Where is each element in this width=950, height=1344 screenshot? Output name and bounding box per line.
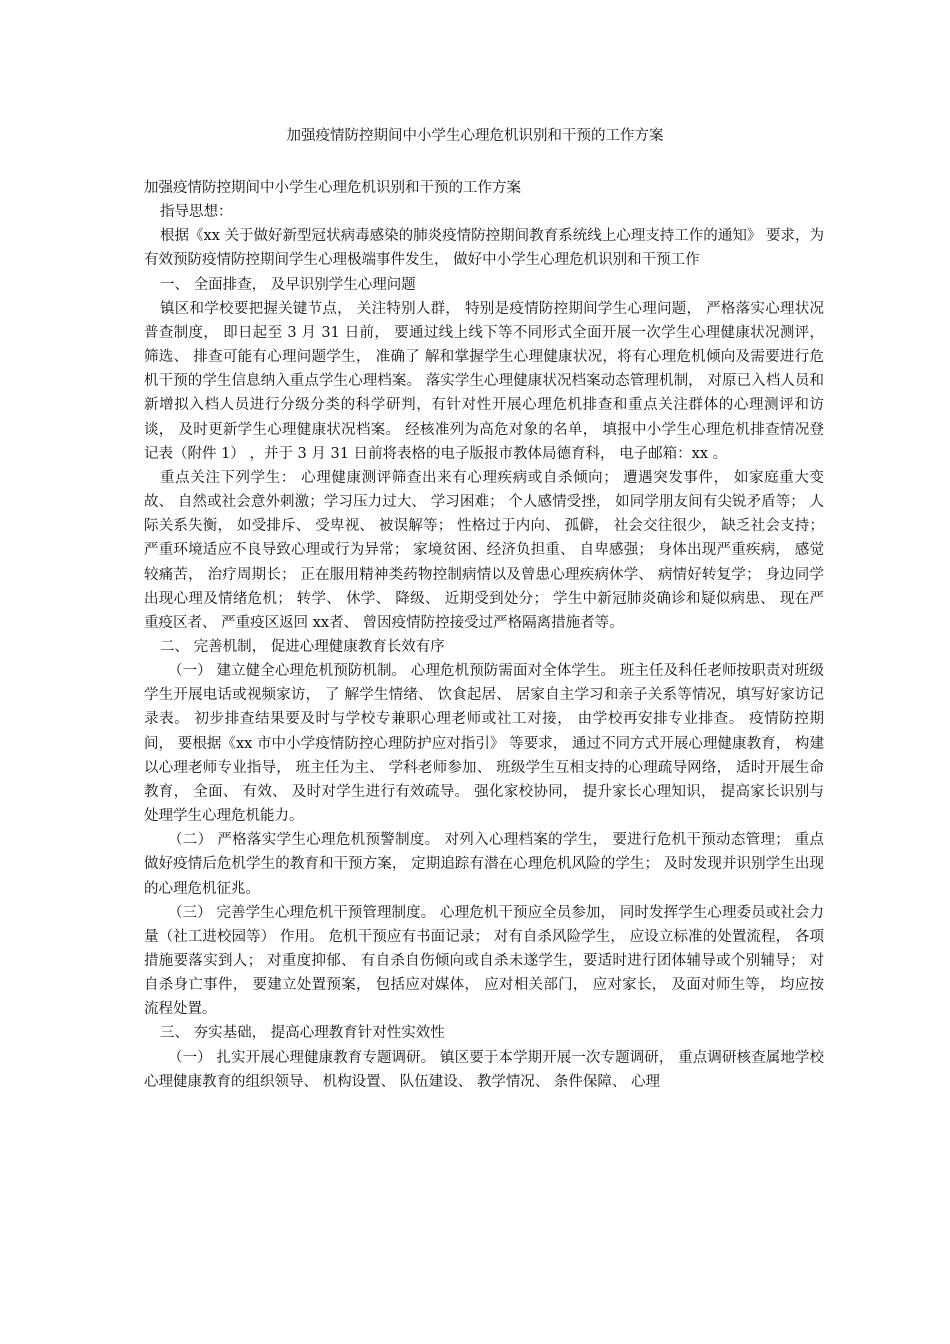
paragraph-basis: 根据《xx 关于做好新型冠状病毒感染的肺炎疫情防控期间教育系统线上心理支持工作的通知》 要求，为有效预防疫情防控期间学生心理极端事件发生， 做好中小学生心理危机识别和干预工作 [144, 228, 824, 269]
paragraph-warning-system: （二） 严格落实学生心理危机预警制度。 对列入心理档案的学生， 要进行危机干预动态管理； 重点做好疫情后危机学生的教育和干预方案， 定期追踪有潜在心理危机风险的学生； 及时发现并识别学生出现的心理危机征兆。 [144, 832, 824, 897]
section-label-guiding-ideology: 指导思想： [160, 204, 233, 221]
paragraph-survey: （一） 扎实开展心理健康教育专题调研。 镇区要于本学期开展一次专题调研， 重点调研核查属地学校心理健康教育的组织领导、 机构设置、 队伍建设、 教学情况、 条件保障、 心理 [144, 1049, 824, 1090]
body-heading: 加强疫情防控期间中小学生心理危机识别和干预的工作方案 [144, 180, 521, 196]
section-heading-2: 二、 完善机制， 促进心理健康教育长效有序 [160, 638, 445, 655]
paragraph-screening: 镇区和学校要把握关键节点， 关注特别人群， 特别是疫情防控期间学生心理问题， 严格落实心理状况普查制度， 即日起至 3 月 31 日前， 要通过线上线下等不同形式全面开展一次学生心理健康状况测评， 筛选、 排查可能有心理问题学生， 准确了 解和掌握学生心理健康状况，将有心理危机倾向及需要进行危机干预的学生信息纳入重点学生心理档案。 落实学生心理健康状况档案动态管理机制， 对原已入档人员和新增拟入档人员进行分级分类的科学研判，有针对性开展心理危机排查和重点关注群体的心理测评和访谈， 及时更新学生心理健康状况档案。 经核准列为高危对象的名单， 填报中小学生心理危机排查情况登记表（附件 1） ，并于 3 月 31 日前将表格的电子版报市教体局德育科， 电子邮箱：xx 。 [144, 300, 824, 462]
paragraph-intervention-management: （三） 完善学生心理危机干预管理制度。 心理危机干预应全员参加， 同时发挥学生心理委员或社会力量（社工进校园等） 作用。 危机干预应有书面记录； 对有自杀风险学生， 应设立标准的处置流程， 各项措施要落实到人； 对重度抑郁、 有自杀自伤倾向或自杀未遂学生，要适时进行团体辅导或个别辅导； 对自杀身亡事件， 要建立处置预案， 包括应对媒体， 应对相关部门， 应对家长， 及面对师生等， 均应按流程处置。 [144, 904, 824, 1018]
section-heading-1: 一、 全面排查， 及早识别学生心理问题 [160, 276, 416, 293]
paragraph-prevention-mechanism: （一） 建立健全心理危机预防机制。 心理危机预防需面对全体学生。 班主任及科任老师按职责对班级学生开展电话或视频家访， 了 解学生情绪、 饮食起居、 居家自主学习和亲子关系等情况，填写好家访记录表。 初步排查结果要及时与学校专兼职心理老师或社工对接， 由学校再安排专业排查。 疫情防控期间， 要根据《xx 市中小学疫情防控心理防护应对指引》 等要求， 通过不同方式开展心理健康教育， 构建以心理老师专业指导， 班主任为主、 学科老师参加、 班级学生互相支持的心理疏导网络， 适时开展生命教育， 全面、 有效、 及时对学生进行有效疏导。 强化家校协同， 提升家长心理知识， 提高家长识别与处理学生心理危机能力。 [144, 663, 824, 825]
section-heading-3: 三、 夯实基础， 提高心理教育针对性实效性 [160, 1025, 445, 1042]
paragraph-key-students: 重点关注下列学生： 心理健康测评筛查出来有心理疾病或自杀倾向； 遭遇突发事件， 如家庭重大变故、 自然或社会意外刺激；学习压力过大、 学习困难； 个人感情受挫， 如同学朋友间有尖锐矛盾等； 人际关系失衡， 如受排斥、 受卑视、 被误解等； 性格过于内向、 孤僻， 社会交往很少， 缺乏社会支持； 严重环境适应不良导致心理或行为异常； 家境贫困、经济负担重、 自卑感强； 身体出现严重疾病， 感觉较痛苦， 治疗周期长； 正在服用精神类药物控制病情以及曾患心理疾病休学、 病情好转复学； 身边同学出现心理及情绪危机； 转学、 休学、 降级、 近期受到处分； 学生中新冠肺炎确诊和疑似病患、 现在严重疫区者、 严重疫区返回 xx者、 曾因疫情防控接受过严格隔离措施者等。 [144, 469, 824, 631]
document-title: 加强疫情防控期间中小学生心理危机识别和干预的工作方案 [286, 128, 664, 144]
document-body [144, 176, 824, 1094]
